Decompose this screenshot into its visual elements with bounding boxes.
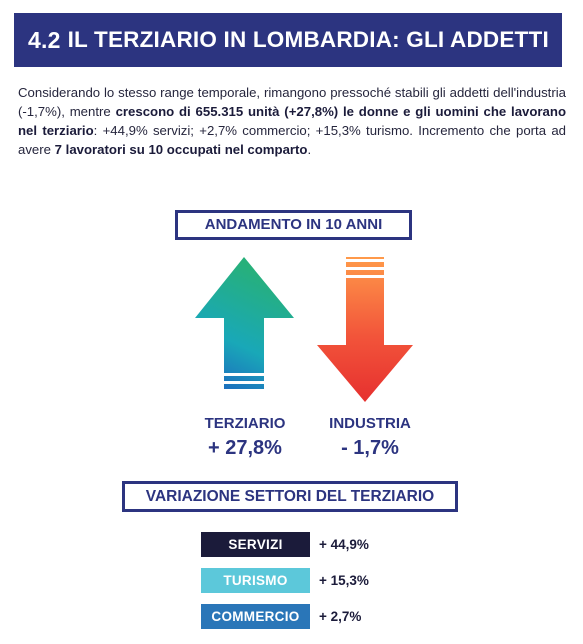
sector-chip-commercio: COMMERCIO — [201, 604, 310, 629]
sectors-title: VARIAZIONE SETTORI DEL TERZIARIO — [122, 481, 458, 512]
industria-value: - 1,7% — [341, 437, 399, 459]
section-title: IL TERZIARIO IN LOMBARDIA: GLI ADDETTI — [67, 27, 549, 52]
section-number: 4.2 — [28, 26, 61, 53]
sector-chip-turismo: TURISMO — [201, 568, 310, 593]
terziario-value: + 27,8% — [208, 437, 282, 459]
terziario-label: TERZIARIO — [204, 415, 286, 432]
down-arrow-icon — [317, 257, 413, 402]
intro-bold-1: crescono di 655.315 unità (+27,8%) le donne e gli uomini che lavorano nel terziario — [18, 104, 566, 138]
sector-value-turismo: + 15,3% — [319, 573, 369, 588]
industria-label: INDUSTRIA — [329, 415, 411, 432]
intro-text-3: . — [307, 142, 312, 157]
sector-value-commercio: + 2,7% — [319, 609, 362, 624]
intro-bold-2: 7 lavoratori su 10 occupati nel comparto — [54, 142, 308, 157]
intro-text-1: Considerando lo stesso range temporale, rimangono pressoché stabili gli addetti dell'industria (-1,7%), mentre — [18, 85, 566, 119]
trend-title: ANDAMENTO IN 10 ANNI — [175, 210, 412, 240]
sector-chip-servizi: SERVIZI — [201, 532, 310, 557]
sector-value-servizi: + 44,9% — [319, 537, 369, 552]
intro-text-2: : +44,9% servizi; +2,7% commercio; +15,3% turismo. Incremento che porta ad avere — [18, 123, 566, 157]
up-arrow-icon — [195, 257, 294, 392]
